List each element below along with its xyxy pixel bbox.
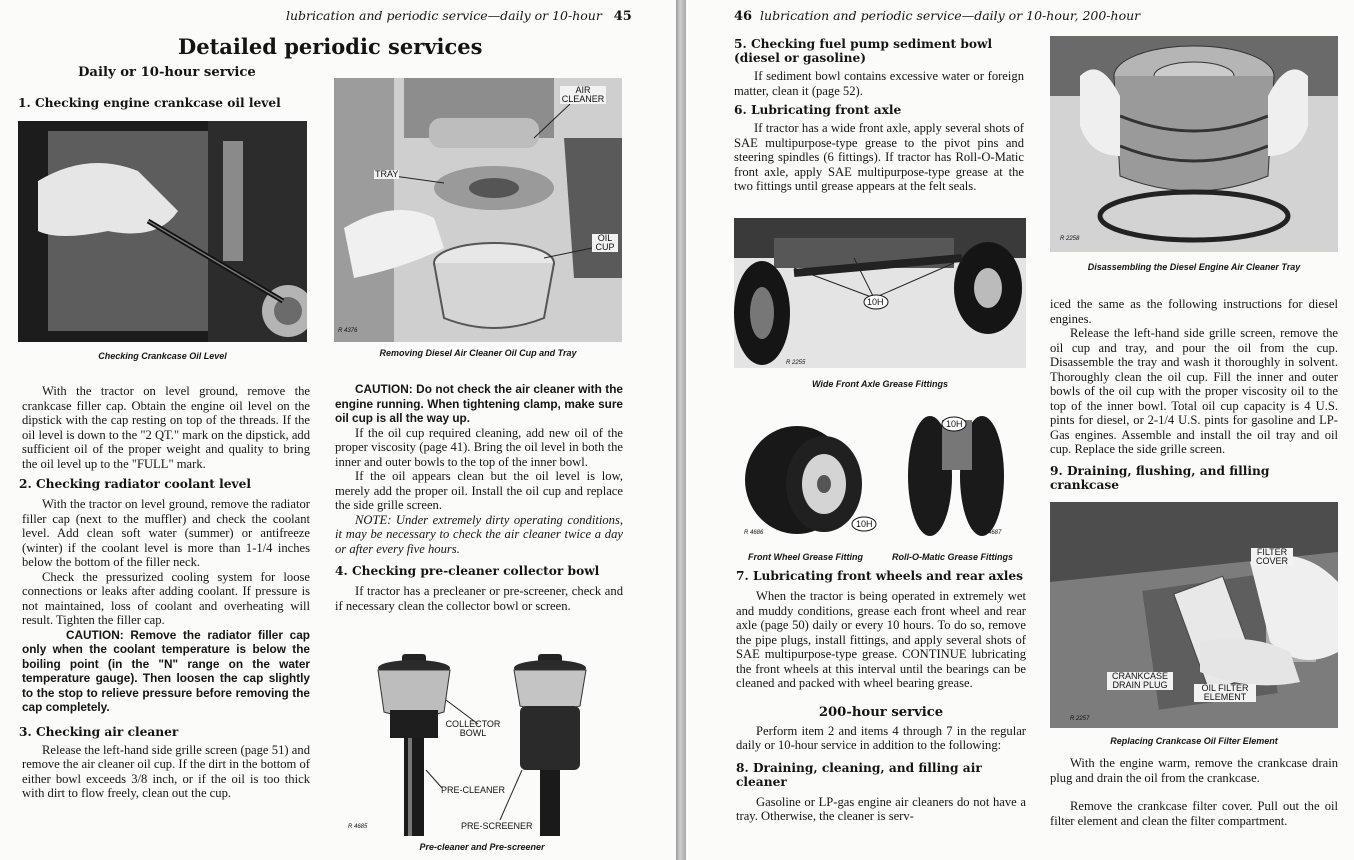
label-air-cleaner: AIR CLEANER (561, 85, 605, 104)
dirty-conditions-note: NOTE: Under extremely dirty operating conditions, it may be necessary to check the air cleaner twice a day or after every five hours. (335, 512, 623, 556)
figure-ref-r4686: R 4686 (744, 530, 764, 536)
figure-ref-r4687: R 4687 (982, 530, 1002, 536)
figure-ref-r2257: R 2257 (1070, 716, 1090, 722)
200-hour-heading: 200-hour service (818, 704, 944, 720)
label-pre-screener: PRE-SCREENER (461, 821, 533, 831)
photo-pre-cleaner (340, 650, 624, 836)
section-2-caution: CAUTION: Remove the radiator filler cap only when the coolant temperature is below the boiling point (in the "N" range on the water temperature gauge). Then loosen the cap slightly to the stop to relieve pressure before removing the cap completely. (22, 627, 310, 714)
page-45 (0, 0, 676, 860)
page-46 (686, 0, 1354, 860)
section-7-heading: 7. Lubricating front wheels and rear axles (736, 569, 1023, 583)
running-header-right (734, 8, 1140, 24)
photo-air-cleaner (334, 78, 622, 342)
section-5-paragraph: If sediment bowl contains excessive water or foreign matter, clean it (page 52). (734, 69, 1024, 98)
section-9-paragraph-1: With the engine warm, remove the crankcase drain plug and drain the oil from the crankcase. (1050, 756, 1338, 785)
section-5-heading: 5. Checking fuel pump sediment bowl (diesel or gasoline) (734, 37, 993, 65)
badge-10h-front-wheel: 10H (856, 519, 873, 529)
label-crankcase-drain-plug: CRANKCASE DRAIN PLUG (1107, 672, 1173, 690)
left-column-text (19, 384, 310, 801)
200-hour-paragraph: Perform item 2 and items 4 through 7 in the regular daily or 10-hour service in addition to the following: (736, 723, 1026, 752)
right-column-text (335, 382, 623, 613)
running-header-left (286, 8, 632, 24)
figure-ref-r4376: R 4376 (338, 328, 358, 334)
photo-checking-oil (18, 121, 307, 342)
section-2-heading: 2. Checking radiator coolant level (19, 477, 251, 491)
oil-cup-paragraph: If the oil cup required cleaning, add new oil of the proper viscosity (page 41). Bring the oil level in both the inner and outer bowls to the top of the inner bowl. (335, 425, 623, 469)
figure-caption-air-cleaner-tray: Disassembling the Diesel Engine Air Cleaner Tray (1087, 262, 1301, 272)
page46-column-1-top (734, 37, 1024, 194)
section-7-paragraph: When the tractor is being operated in extremely wet and muddy conditions, grease each front wheel and rear axle (page 50) daily or every 10 hours. To do so, remove the pipe plugs, install fittings, and apply several shots of SAE multipurpose-type grease. CONTINUE lubricating the front wheels at this interval until the bearings can be cleaned and packed with wheel bearing grease. (736, 589, 1026, 690)
section-3-paragraph: Release the left-hand side grille screen (page 51) and remove the air cleaner oil cup. If the dirt in the bottom of either bowl exceeds 3/8 inch, or if the oil is too thick with dirt to flow freely, clean out the cup. (22, 742, 310, 800)
page-number: 45 (613, 9, 632, 24)
label-tray: TRAY (375, 169, 399, 179)
page46-column-2-text (1050, 297, 1338, 492)
subtitle: Daily or 10-hour service (78, 65, 256, 80)
figure-caption-pre-cleaner: Pre-cleaner and Pre-screener (419, 842, 545, 852)
section-9-heading: 9. Draining, flushing, and filling crankcase (1050, 463, 1270, 492)
section-6-paragraph: If tractor has a wide front axle, apply several shots of SAE multipurpose-type grease to the pivot pins and steering spindles (6 fittings). If tractor has Roll-O-Matic front axle, apply SAE multipurpose-type grease at the two fittings until grease appears at the felt seals. (734, 121, 1024, 193)
page46-column-1-bottom (736, 569, 1026, 824)
air-cleaner-service-paragraph: Release the left-hand side grille screen, remove the oil cup and tray, and pour the oil from the cup. Disassemble the tray and wash it thoroughly in solvent. Thoroughly clean the oil cup. Fill the inner and outer bowls of the oil cup with the proper viscosity oil to the top of the inner bowl. Total oil cup capacity is 4 U.S. pints for diesel, or 2-1/4 U.S. pints for gasoline and LP-Gas engines. Assemble and install the oil tray and oil cup. Replace the side grille screen. (1050, 326, 1338, 456)
figure-caption-oil-level: Checking Crankcase Oil Level (98, 351, 227, 361)
photo-oil-filter (1050, 502, 1338, 728)
figure-ref-r2255: R 2255 (786, 360, 806, 366)
oil-level-paragraph: If the oil appears clean but the oil level is low, merely add the proper oil. Install the oil cup and replace the side grille screen. (335, 469, 623, 512)
section-2-paragraph-2: Check the pressurized cooling system for loose connections or leaks after adding coolant. If pressure is not maintained, loss of coolant and overheating will result. Tighten the filler cap. (22, 569, 310, 627)
figure-caption-oil-filter: Replacing Crankcase Oil Filter Element (1110, 736, 1278, 746)
figure-ref-r4685: R 4685 (348, 824, 368, 830)
section-2-paragraph-1: With the tractor on level ground, remove the radiator filler cap (next to the muffler) and check the coolant level. Add clean soft water (summer) or antifreeze (winter) if the coolant level is more than 1-1/4 inches below the bottom of the filler neck. (22, 497, 310, 569)
section-4-heading: 4. Checking pre-cleaner collector bowl (335, 564, 600, 578)
header-title: lubrication and periodic service—daily or 10-hour (286, 8, 602, 23)
section-8-heading: 8. Draining, cleaning, and filling air cleaner (736, 760, 982, 789)
section-3-heading: 3. Checking air cleaner (19, 724, 179, 739)
page-number: 46 (734, 9, 753, 24)
figure-caption-air-cleaner: Removing Diesel Air Cleaner Oil Cup and Tray (379, 348, 577, 358)
main-title: Detailed periodic services (178, 34, 483, 59)
figure-caption-roll-o-matic: Roll-O-Matic Grease Fittings (892, 552, 1014, 562)
air-cleaner-caution: CAUTION: Do not check the air cleaner with the engine running. When tightening clamp, make sure oil cup is all the way up. (335, 382, 623, 425)
photo-air-cleaner-tray (1050, 36, 1338, 252)
figure-caption-front-wheel: Front Wheel Grease Fitting (748, 552, 864, 562)
book-gutter (676, 0, 686, 860)
section-1-heading: 1. Checking engine crankcase oil level (18, 96, 281, 110)
header-title: lubrication and periodic service—daily or 10-hour, 200-hour (760, 8, 1141, 23)
serviced-continued-paragraph: iced the same as the following instructions for diesel engines. (1050, 297, 1338, 326)
section-6-heading: 6. Lubricating front axle (734, 103, 902, 117)
photo-front-wheel (742, 410, 882, 540)
label-collector-bowl: COLLECTOR BOWL (445, 719, 501, 738)
figure-caption-wide-front-axle: Wide Front Axle Grease Fittings (811, 379, 949, 389)
label-pre-cleaner: PRE-CLEANER (441, 785, 506, 795)
photo-roll-o-matic (900, 410, 1016, 540)
section-1-paragraph: With the tractor on level ground, remove the crankcase filler cap. Obtain the engine oil level on the dipstick with the cap resting on top of the threads. If the oil level is down to the "2 QT." mark on the dipstick, add sufficient oil of the proper weight and quality to bring the oil level up to the "FULL" mark. (22, 384, 310, 471)
section-9-paragraph-2: Remove the crankcase filter cover. Pull out the oil filter element and clean the filter compartment. (1050, 799, 1338, 828)
page46-column-2-bottom (1050, 756, 1338, 828)
badge-10h-roll-o-matic: 10H (946, 419, 963, 429)
label-filter-cover: FILTER COVER (1251, 548, 1293, 566)
figure-ref-r2258: R 2258 (1060, 236, 1080, 242)
label-oil-cup: OIL CUP (592, 234, 618, 252)
photo-wide-front-axle (734, 218, 1026, 368)
section-8-paragraph: Gasoline or LP-gas engine air cleaners do not have a tray. Otherwise, the cleaner is serv- (736, 794, 1026, 823)
badge-10h-axle: 10H (867, 297, 884, 307)
label-oil-filter-element: OIL FILTER ELEMENT (1194, 684, 1256, 702)
section-4-paragraph: If tractor has a precleaner or pre-screener, check and if necessary clean the collector bowl or screen. (335, 584, 623, 613)
